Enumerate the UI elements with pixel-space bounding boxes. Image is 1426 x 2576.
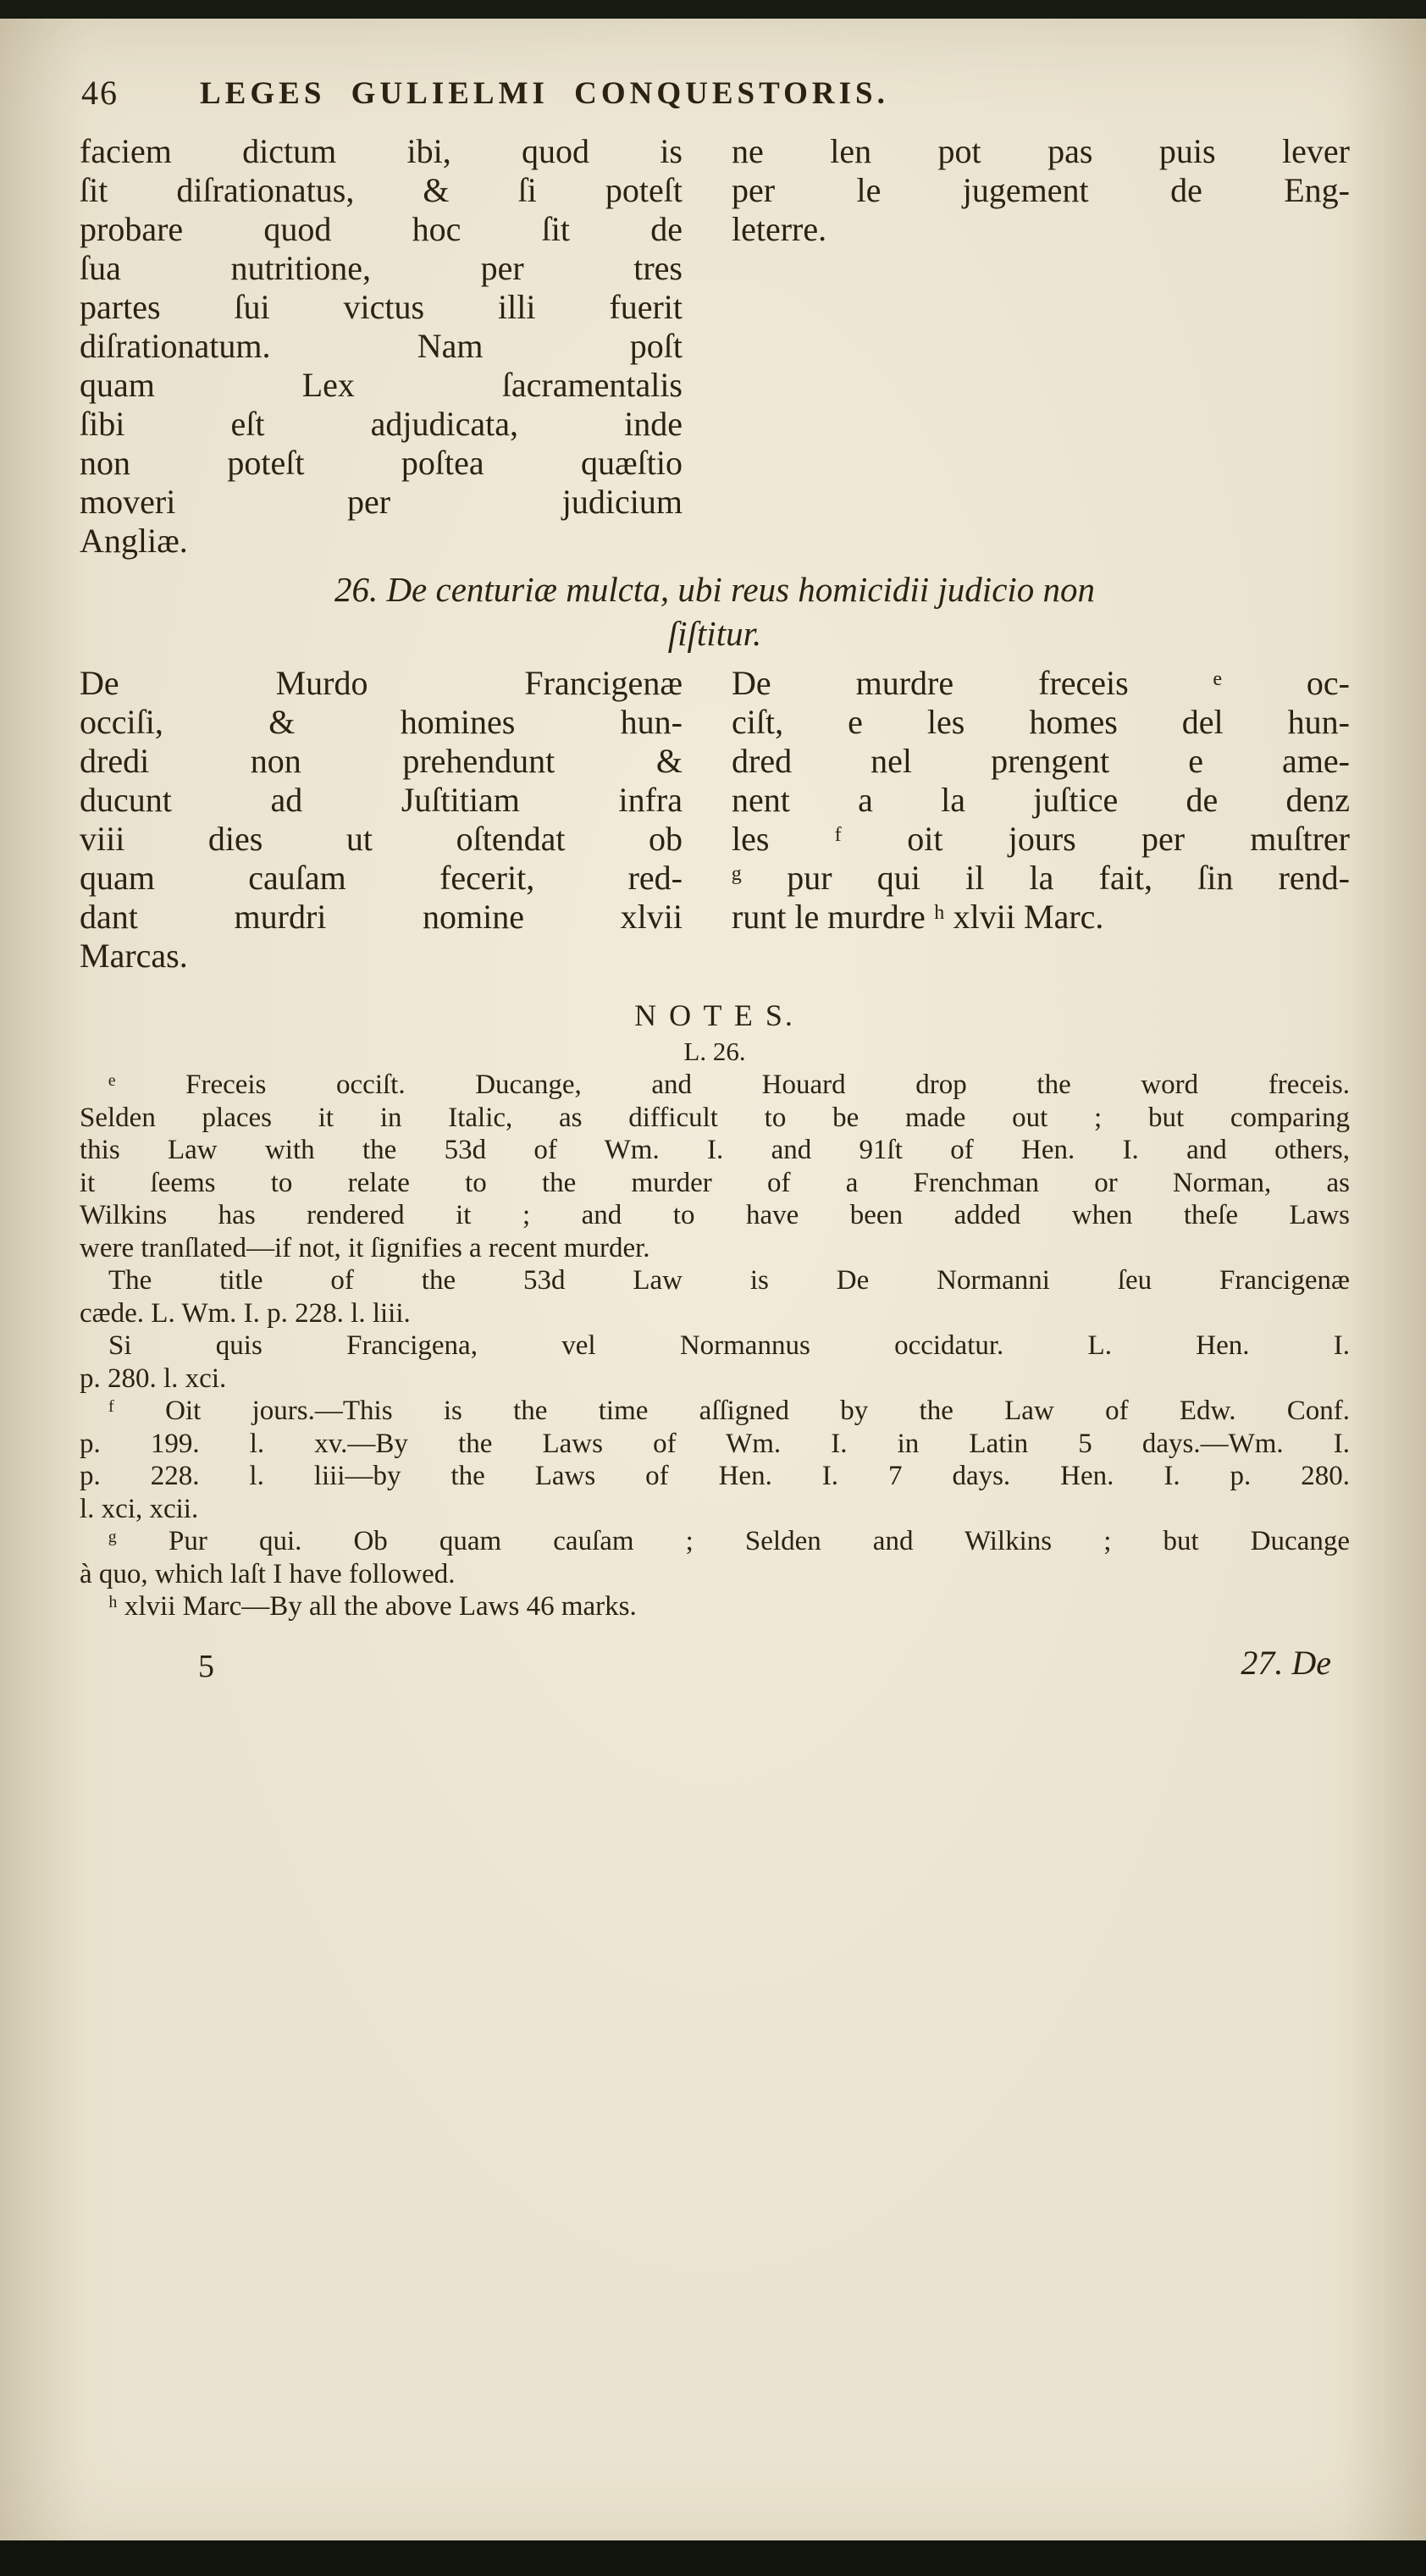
text-line: per le jugement de Eng-	[732, 171, 1350, 209]
note-paragraph-g	[80, 1525, 1350, 1590]
latin-column-text	[80, 132, 683, 561]
text-line: dredi non prehendunt &	[80, 742, 683, 780]
text-line: partes ſui victus illi fuerit	[80, 288, 683, 326]
text-line: 26. De centuriæ mulcta, ubi reus homicidii judicio non	[334, 570, 1096, 609]
note-paragraph-e	[80, 1069, 1350, 1264]
running-title: LEGES GULIELMI CONQUESTORIS.	[200, 76, 889, 111]
text-line: p. 228. l. liii—by the Laws of Hen. I. 7 days. Hen. I. p. 280.	[80, 1461, 1350, 1491]
notes-heading: N O T E S.	[634, 998, 795, 1032]
text-line: non poteſt poſtea quæſtio	[80, 444, 683, 482]
text-line: Selden places it in Italic, as difficult to be made out ; but comparing	[80, 1102, 1350, 1133]
french-column-text	[732, 664, 1350, 976]
text-line: were tranſlated—if not, it ſignifies a recent murder.	[80, 1232, 650, 1263]
text-line: ſua nutritione, per tres	[80, 249, 683, 287]
text-line: ᵍ Pur qui. Ob quam cauſam ; Selden and Wilkins ; but Ducange	[108, 1526, 1350, 1556]
text-line: dred nel prengent e ame-	[732, 742, 1350, 780]
page-footer	[80, 1643, 1331, 1694]
text-line: ſit diſrationatus, & ſi poteſt	[80, 171, 683, 209]
text-line: p. 280. l. xci.	[80, 1363, 227, 1394]
note-paragraph-title	[80, 1264, 1350, 1329]
text-line: Si quis Francigena, vel Normannus occidatur. L. Hen. I.	[108, 1330, 1350, 1361]
latin-column-text	[80, 664, 683, 976]
scan-edge-top	[0, 0, 1426, 19]
text-line: diſrationatum. Nam poſt	[80, 327, 683, 365]
text-line: Wilkins has rendered it ; and to have been added when theſe Laws	[80, 1200, 1350, 1230]
text-line: l. xci, xcii.	[80, 1493, 199, 1524]
text-line: ʰ xlvii Marc—By all the above Laws 46 marks.	[108, 1591, 637, 1622]
text-line: ᶠ Oit jours.—This is the time aſſigned by the Law of Edw. Conf.	[108, 1396, 1350, 1426]
text-line: this Law with the 53d of Wm. I. and 91ſt of Hen. I. and others,	[80, 1135, 1350, 1165]
signature-mark: 5	[198, 1649, 214, 1684]
text-line: ciſt, e les homes del hun-	[732, 703, 1350, 741]
law-section-26	[80, 664, 1350, 976]
text-line: ne len pot pas puis lever	[732, 132, 1350, 170]
page-header	[80, 73, 1350, 119]
law-section-continuation	[80, 132, 1350, 561]
text-line: probare quod hoc ſit de	[80, 210, 683, 248]
text-line: ducunt ad Juſtitiam infra	[80, 781, 683, 819]
text-line: faciem dictum ibi, quod is	[80, 132, 683, 170]
text-line: ᵍ pur qui il la fait, ſin rend-	[732, 859, 1350, 897]
text-line: De Murdo Francigenæ	[80, 664, 683, 702]
law-26-heading	[80, 567, 1350, 655]
text-line: Marcas.	[80, 937, 188, 975]
text-line: les ᶠ oit jours per muſtrer	[732, 820, 1350, 858]
scan-edge-bottom	[0, 2540, 1426, 2576]
notes-law-reference: L. 26.	[683, 1036, 746, 1066]
note-paragraph-siquis	[80, 1329, 1350, 1395]
text-line: moveri per judicium	[80, 483, 683, 521]
text-line: it ſeems to relate to the murder of a Frenchman or Norman, as	[80, 1167, 1350, 1198]
text-line: ᵉ Freceis occiſt. Ducange, and Houard drop the word freceis.	[108, 1070, 1350, 1100]
page-content	[80, 73, 1350, 1623]
notes-section	[80, 996, 1350, 1623]
text-line: The title of the 53d Law is De Normanni ſeu Francigenæ	[108, 1265, 1350, 1296]
text-line: quam cauſam fecerit, red-	[80, 859, 683, 897]
text-line: De murdre freceis ᵉ oc-	[732, 664, 1350, 702]
text-line: ſibi eſt adjudicata, inde	[80, 405, 683, 443]
text-line: p. 199. l. xv.—By the Laws of Wm. I. in Latin 5 days.—Wm. I.	[80, 1428, 1350, 1459]
text-line: viii dies ut oſtendat ob	[80, 820, 683, 858]
text-line: leterre.	[732, 210, 827, 248]
text-line: occiſi, & homines hun-	[80, 703, 683, 741]
text-line: runt le murdre ʰ xlvii Marc.	[732, 898, 1104, 936]
french-column-text	[732, 132, 1350, 561]
note-paragraph-f	[80, 1395, 1350, 1525]
catchword: 27. De	[1241, 1644, 1331, 1682]
text-line: quam Lex ſacramentalis	[80, 366, 683, 404]
text-line: cæde. L. Wm. I. p. 228. l. liii.	[80, 1297, 411, 1329]
text-line: Angliæ.	[80, 522, 188, 560]
text-line: nent a la juſtice de denz	[732, 781, 1350, 819]
text-line: dant murdri nomine xlvii	[80, 898, 683, 936]
text-line: ſiſtitur.	[667, 614, 762, 653]
note-paragraph-h	[80, 1590, 1350, 1623]
page-number: 46	[81, 74, 119, 112]
text-line: à quo, which laſt I have followed.	[80, 1558, 456, 1589]
